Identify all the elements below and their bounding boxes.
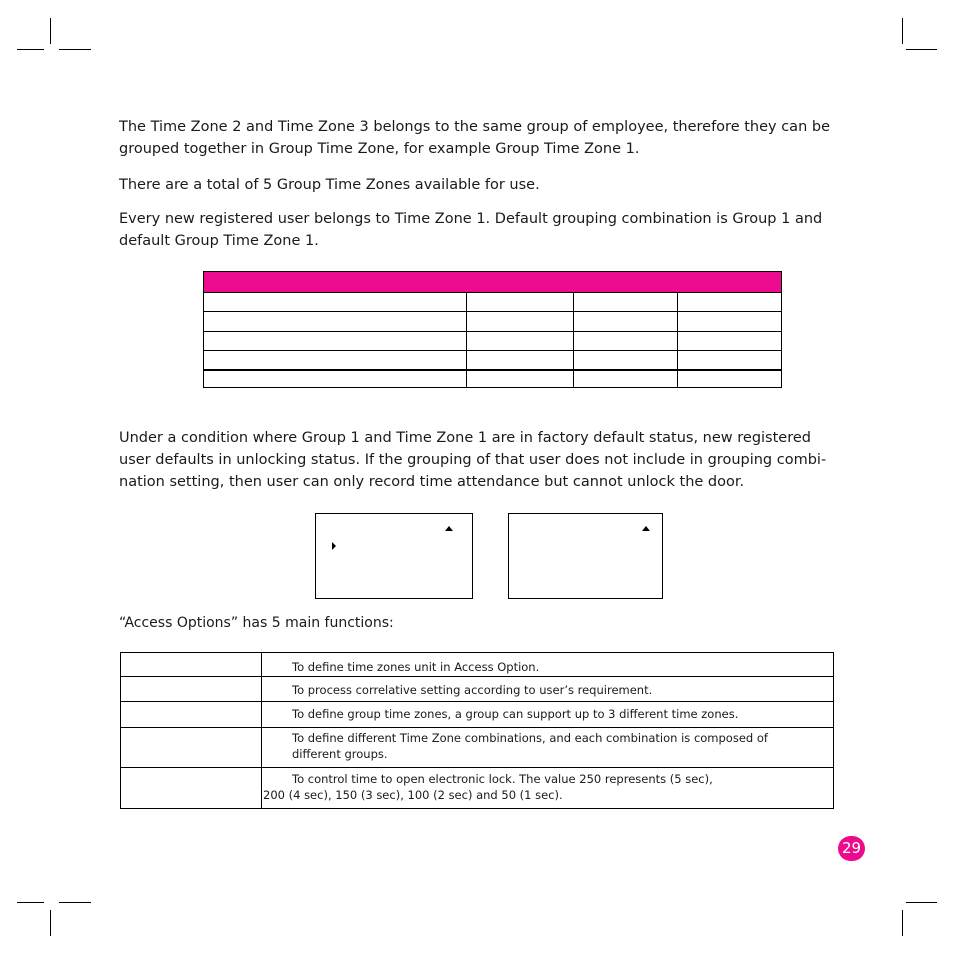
access-options-intro: “Access Options” has 5 main functions:: [119, 615, 394, 631]
text-line: To define group time zones, a group can support up to 3 different time zones.: [292, 707, 739, 721]
lcd-screen-submenu: [508, 513, 663, 599]
table-row-divider: [204, 311, 781, 312]
text-line: Under a condition where Group 1 and Time Zone 1 are in factory default status, new registered: [119, 430, 811, 446]
text-line: To define different Time Zone combinations, and each combination is composed of: [292, 731, 768, 745]
crop-mark: [906, 902, 937, 903]
crop-mark: [50, 910, 51, 936]
table-row-divider: [121, 767, 833, 768]
up-triangle-icon: [642, 526, 650, 531]
table-header-bar: [204, 272, 781, 293]
table-column-divider: [573, 292, 574, 387]
table-row-divider: [204, 350, 781, 351]
paragraph-group-count: [119, 174, 839, 196]
crop-mark: [902, 18, 903, 44]
paragraph-default-grouping: [119, 208, 839, 252]
text-line: 200 (4 sec), 150 (3 sec), 100 (2 sec) and 50 (1 sec).: [263, 788, 563, 802]
group-time-zone-table: [203, 271, 782, 388]
paragraph-unlock-condition: [119, 427, 839, 493]
text-line: different groups.: [292, 747, 388, 761]
text-line: To control time to open electronic lock. The value 250 represents (5 sec),: [292, 772, 713, 786]
table-row-divider: [121, 676, 833, 677]
up-triangle-icon: [445, 526, 453, 531]
right-triangle-icon: [332, 542, 336, 550]
table-row-divider: [204, 369, 781, 371]
function-description: [292, 659, 812, 675]
text-line: grouped together in Group Time Zone, for example Group Time Zone 1.: [119, 141, 640, 157]
text-line: user defaults in unlocking status. If the grouping of that user does not include in grouping combi-: [119, 452, 827, 468]
function-description: [292, 682, 812, 698]
page-number: 29: [838, 836, 865, 861]
table-row-divider: [121, 727, 833, 728]
crop-mark: [902, 910, 903, 936]
text-line: To define time zones unit in Access Option.: [292, 660, 540, 674]
table-row-divider: [121, 701, 833, 702]
crop-mark: [17, 49, 44, 50]
table-row-divider: [204, 331, 781, 332]
text-line: The Time Zone 2 and Time Zone 3 belongs to the same group of employee, therefore they can be: [119, 119, 830, 135]
paragraph-group-example: [119, 116, 839, 160]
crop-mark: [17, 902, 44, 903]
text-line: default Group Time Zone 1.: [119, 233, 319, 249]
text-line: Every new registered user belongs to Time Zone 1. Default grouping combination is Group 1 and: [119, 211, 823, 227]
access-options-functions-table: [120, 652, 834, 809]
function-description: [263, 771, 812, 803]
lcd-screen-menu: [315, 513, 473, 599]
crop-mark: [59, 49, 91, 50]
crop-mark: [59, 902, 91, 903]
crop-mark: [50, 18, 51, 44]
text-line: There are a total of 5 Group Time Zones available for use.: [119, 177, 540, 193]
text-line: To process correlative setting according to user’s requirement.: [292, 683, 653, 697]
function-description: [292, 706, 812, 722]
table-column-divider: [466, 292, 467, 387]
crop-mark: [906, 49, 937, 50]
text-line: nation setting, then user can only record time attendance but cannot unlock the door.: [119, 474, 745, 490]
table-column-divider: [677, 292, 678, 387]
function-description: [292, 730, 812, 762]
